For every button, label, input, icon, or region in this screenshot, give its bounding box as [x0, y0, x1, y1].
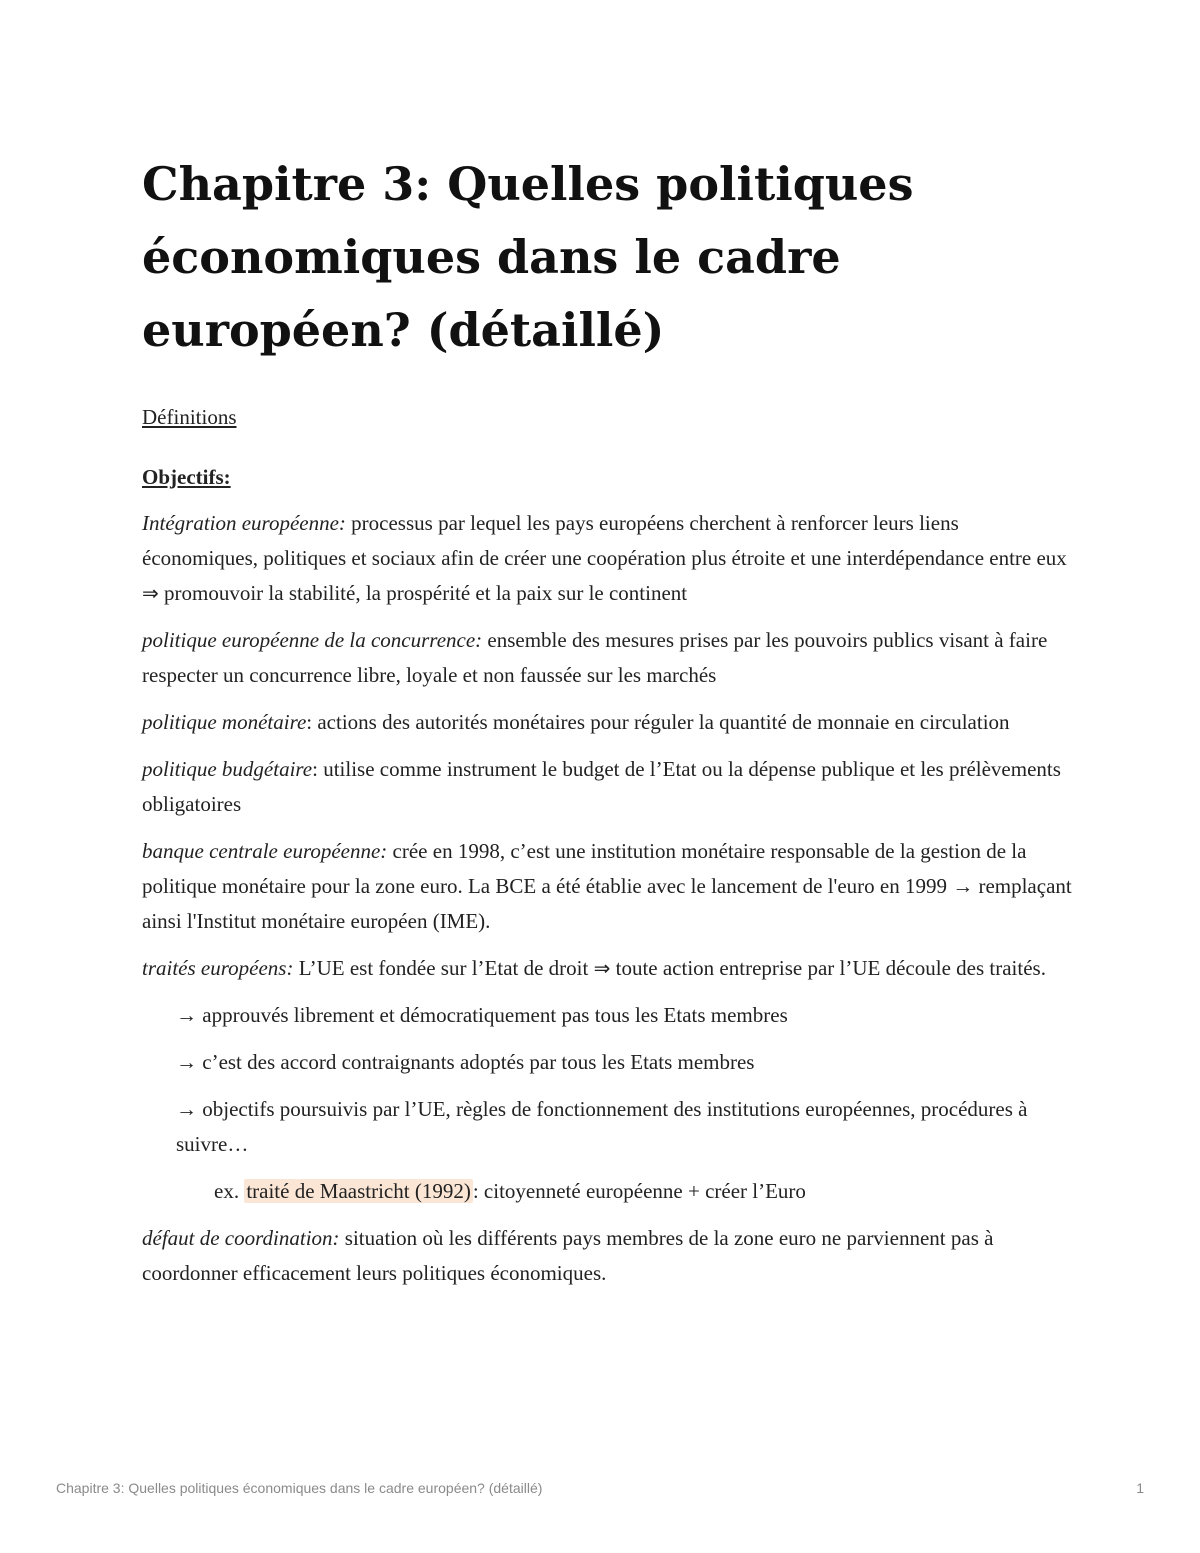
definition-text: ensemble des mesures prises par les pouvoirs publics visant à faire respecter un concurrence libre, loyale et non faussée sur les marchés	[142, 628, 1048, 687]
definition-term: banque centrale européenne:	[142, 839, 388, 863]
traites-point: → approuvés librement et démocratiquement pas tous les Etats membres	[176, 1003, 788, 1027]
traites-point: → objectifs poursuivis par l’UE, règles de fonctionnement des institutions européennes, procédures à suivre…	[176, 1097, 1028, 1156]
definition-traites	[142, 951, 1072, 986]
objectives-heading: Objectifs:	[142, 465, 231, 489]
definition-term: politique monétaire	[142, 710, 307, 734]
definition-text: situation où les différents pays membres de la zone euro ne parviennent pas à coordonner efficacement leurs politiques économiques.	[142, 1226, 994, 1285]
definition-term: politique européenne de la concurrence:	[142, 628, 483, 652]
definition-text: crée en 1998, c’est une institution monétaire responsable de la gestion de la politique monétaire pour la zone euro. La BCE a été établie avec le lancement de l'euro en 1999 → remplaçant ainsi l'Institut monétaire européen (IME).	[142, 839, 1072, 933]
example-prefix: ex.	[214, 1179, 245, 1203]
definition-concurrence	[142, 623, 1072, 693]
definition-monetaire	[142, 705, 1072, 740]
definition-text: : utilise comme instrument le budget de l’Etat ou la dépense publique et les prélèvements obligatoires	[142, 757, 1061, 816]
definition-coordination	[142, 1221, 1072, 1291]
page-title: Chapitre 3: Quelles politiques économiques dans le cadre européen? (détaillé)	[142, 157, 914, 357]
example-line	[214, 1174, 1072, 1209]
definition-text: toute action entreprise par l’UE découle des traités.	[610, 956, 1046, 980]
definition-term: Intégration européenne:	[142, 511, 346, 535]
example-text: : citoyenneté européenne + créer l’Euro	[472, 1179, 806, 1203]
definition-text: processus par lequel les pays européens cherchent à renforcer leurs liens économiques, politiques et sociaux afin de créer une coopération plus étroite et une interdépendance entre eux	[142, 511, 1067, 570]
definition-budgetaire	[142, 752, 1072, 822]
page-number: 1	[1136, 1480, 1144, 1496]
definition-term: défaut de coordination:	[142, 1226, 340, 1250]
definition-text: promouvoir la stabilité, la prospérité et la paix sur le continent	[158, 581, 688, 605]
traites-point: → c’est des accord contraignants adoptés par tous les Etats membres	[176, 1050, 755, 1074]
definition-term: traités européens:	[142, 956, 294, 980]
definition-bce	[142, 834, 1072, 939]
definition-integration	[142, 506, 1072, 611]
footer-title: Chapitre 3: Quelles politiques économiques dans le cadre européen? (détaillé)	[56, 1480, 543, 1496]
definition-text: : actions des autorités monétaires pour réguler la quantité de monnaie en circulation	[306, 710, 1010, 734]
definitions-list	[142, 506, 1072, 1303]
highlighted-text: traité de Maastricht (1992)	[246, 1179, 471, 1203]
definitions-heading: Définitions	[142, 405, 237, 429]
double-arrow-icon: ⇒	[593, 956, 611, 980]
definition-term: politique budgétaire	[142, 757, 313, 781]
double-arrow-icon: ⇒	[142, 581, 159, 605]
definition-text: L’UE est fondée sur l’Etat de droit	[293, 956, 594, 980]
